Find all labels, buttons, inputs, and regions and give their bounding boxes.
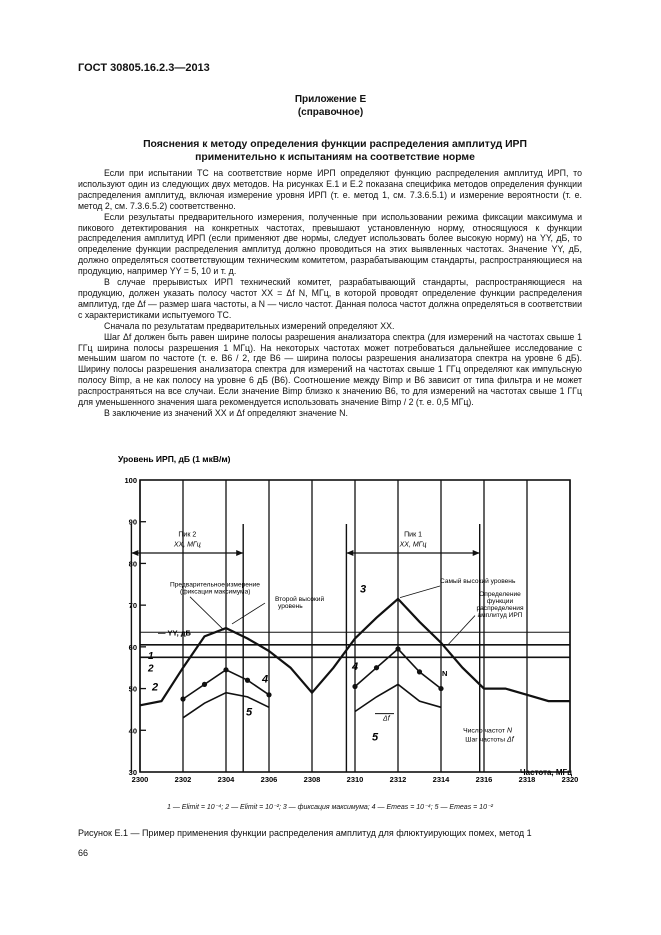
annotation-second-sub: уровень [278,603,303,611]
paragraph: В заключение из значений XX и Δf определяют значение N. [104,407,348,418]
paragraph: Если при испытании ТС на соответствие норме ИРП определяют функцию распределения амплитуд ИРП, то используют один из следующих двух методов. На рисунках Е.1 и Е.2 показана специфика методов определения функции распределения амплитуд, включая измерение уровня ИРП (т. е. метод 1, см. 7.3.6.5.1) и измерение вероятности (т. е. метод 2, см. 7.3.6.5.2) соответственно. [78,168,582,211]
paragraph: Шаг Δf должен быть равен ширине полосы разрешения анализатора спектра (для измерений на частотах свыше 1 ГГц ширина полосы разрешения 1 МГц). На некоторых частотах может потребоваться дальнейшее исследование с меньшим шагом по частоте (т. е. B6 / 2, где B6 — ширина полосы разрешения анализатора спектра на уровне 6 дБ). Ширину полосы разрешения анализатора спектра для измерений на частотах свыше 1 ГГц определяют как импульсную полосу Bimp, а не как полосу на уровне 6 дБ (B6). Соотношение между Bimp и B6 зависит от типа фильтра и не может распространяться на все случаи. Если значение Bimp близко к значению B6, то для измерений на частотах свыше 1 ГГц для уменьшенного значения шага рекомендуется использовать значение Bimp / 2 (т. е. 0,5 МГц). [78,331,582,408]
annotation-preliminary-sub: (фиксация максимума) [180,588,251,596]
step-label: Шаг частоты [465,736,505,744]
paragraph: В случае прерывистых ИРП технический комитет, разрабатывающий стандарты, распространяющиеся на продукцию, должен указать полосу частот XX = Δf N, МГц, в которой проводят определение функции распределения амплитуд, где Δf — размер шага частоты, а N — число частот. Данная полоса частот должна определяться в соответствии с характеристиками испытуемого ТС. [78,277,582,320]
annotation-determination: Определение [479,590,521,598]
x-tick-label: 2320 [561,775,579,784]
chart-svg [0,448,661,798]
annotation-determination: функции [486,598,514,606]
curve-number-label: 3 [360,583,367,596]
annex-label: Приложение Е [294,94,367,105]
x-tick-label: 2304 [217,775,235,784]
y-tick-label: 40 [128,726,137,736]
title-line-2: применительно к испытаниям на соответствие норме [195,152,475,163]
y-tick-label: 70 [128,601,137,611]
grid [140,480,570,772]
series-point [374,665,379,670]
annotation-preliminary: Предварительное измерение [170,581,260,589]
count-label: Число частот [463,727,505,735]
yy-label: — YY, дБ [158,628,191,638]
series-point [223,667,228,672]
annex-heading [0,93,661,119]
y-tick-label: 50 [128,684,137,694]
annotations [151,577,524,744]
delta-f-label: Δf [383,715,390,723]
annotation-leader [190,597,224,630]
y-tick-label: 30 [128,768,137,777]
series-point [395,646,400,651]
x-tick-label: 2308 [303,775,321,784]
x-tick-label: 2300 [131,775,149,784]
annotation-leader [400,586,440,598]
page-number: 66 [78,848,89,858]
x-axis-label: Частота, МГц [520,768,572,777]
peak-band-label: XX, МГц [399,541,427,549]
series-point [202,682,207,687]
series-point [266,692,271,697]
y-tick-label: 60 [128,642,137,652]
curve-number-label: 4 [352,660,359,673]
y-axis-label: Уровень ИРП, дБ (1 мкВ/м) [118,454,231,464]
annotation-determination: амплитуд ИРП [477,612,523,620]
count-symbol: N [507,727,513,735]
curve-number-label: 4 [262,673,269,686]
curve-number-label: 5 [372,731,379,744]
y-tick-label: 100 [124,476,137,485]
body-text [78,168,582,419]
paragraph: Сначала по результатам предварительных измерений определяют XX. [104,320,395,331]
curve-label: 2 [148,663,154,675]
curve-number-label: 5 [246,706,253,719]
series-point [180,696,185,701]
standard-code: ГОСТ 30805.16.2.3—2013 [78,62,210,74]
x-tick-label: 2310 [346,775,364,784]
y-tick-label: 90 [128,517,137,527]
paragraph: Если результаты предварительного измерения, полученные при использовании режима фиксации максимума и пикового детектирования на конкретных частотах, превышают установленную норму, относящуюся к функции распределения амплитуд ИРП (если применяют две нормы, следует использовать более высокую норму) на YY, дБ, то определение функции распределения амплитуд должно проводиться на этих выявленных частотах. Значение YY, дБ, должно определяться соответствующим техническим комитетом, разрабатывающим стандарты, распространяющиеся на продукцию, например YY = 5, 10 и т. д. [78,211,582,277]
x-tick-label: 2306 [260,775,278,784]
annotation-leader [448,616,475,645]
annotation-second: Второй высокий [275,595,325,603]
annex-type: (справочное) [297,107,364,118]
x-tick-label: 2314 [432,775,450,784]
x-tick-label: 2302 [174,775,192,784]
x-tick-label: 2318 [518,775,536,784]
series-point [352,684,357,689]
curve-number-label: 2 [152,681,159,694]
series-point [245,678,250,683]
section-title [90,138,580,164]
title-line-1: Пояснения к методу определения функции распределения амплитуд ИРП [143,139,527,150]
x-tick-label: 2312 [389,775,407,784]
series-point [417,669,422,674]
annotation-determination: распределения [476,605,524,613]
annotation-leader [232,603,265,624]
step-symbol: Δf [507,736,514,744]
curve-label: 1 [148,650,154,662]
x-tick-label: 2316 [475,775,493,784]
peak-label: Пик 2 [178,531,197,539]
figure-caption: Рисунок Е.1 — Пример применения функции распределения амплитуд для флюктуирующих помех, метод 1 [78,828,532,838]
n-marker: N [442,669,448,679]
figure-legend: 1 — Elimit = 10⁻⁴; 2 — Elimit = 10⁻²; 3 — фиксация максимума; 4 — Emeas = 10⁻⁴; 5 — Emeas = 10⁻² [167,804,493,811]
annotation-highest: Самый высокий уровень [440,578,516,586]
y-tick-label: 80 [128,559,137,569]
series-point [438,686,443,691]
figure-e1-chart [0,448,661,798]
peak-label: Пик 1 [404,531,422,539]
peak-band-label: XX, МГц [173,541,201,549]
